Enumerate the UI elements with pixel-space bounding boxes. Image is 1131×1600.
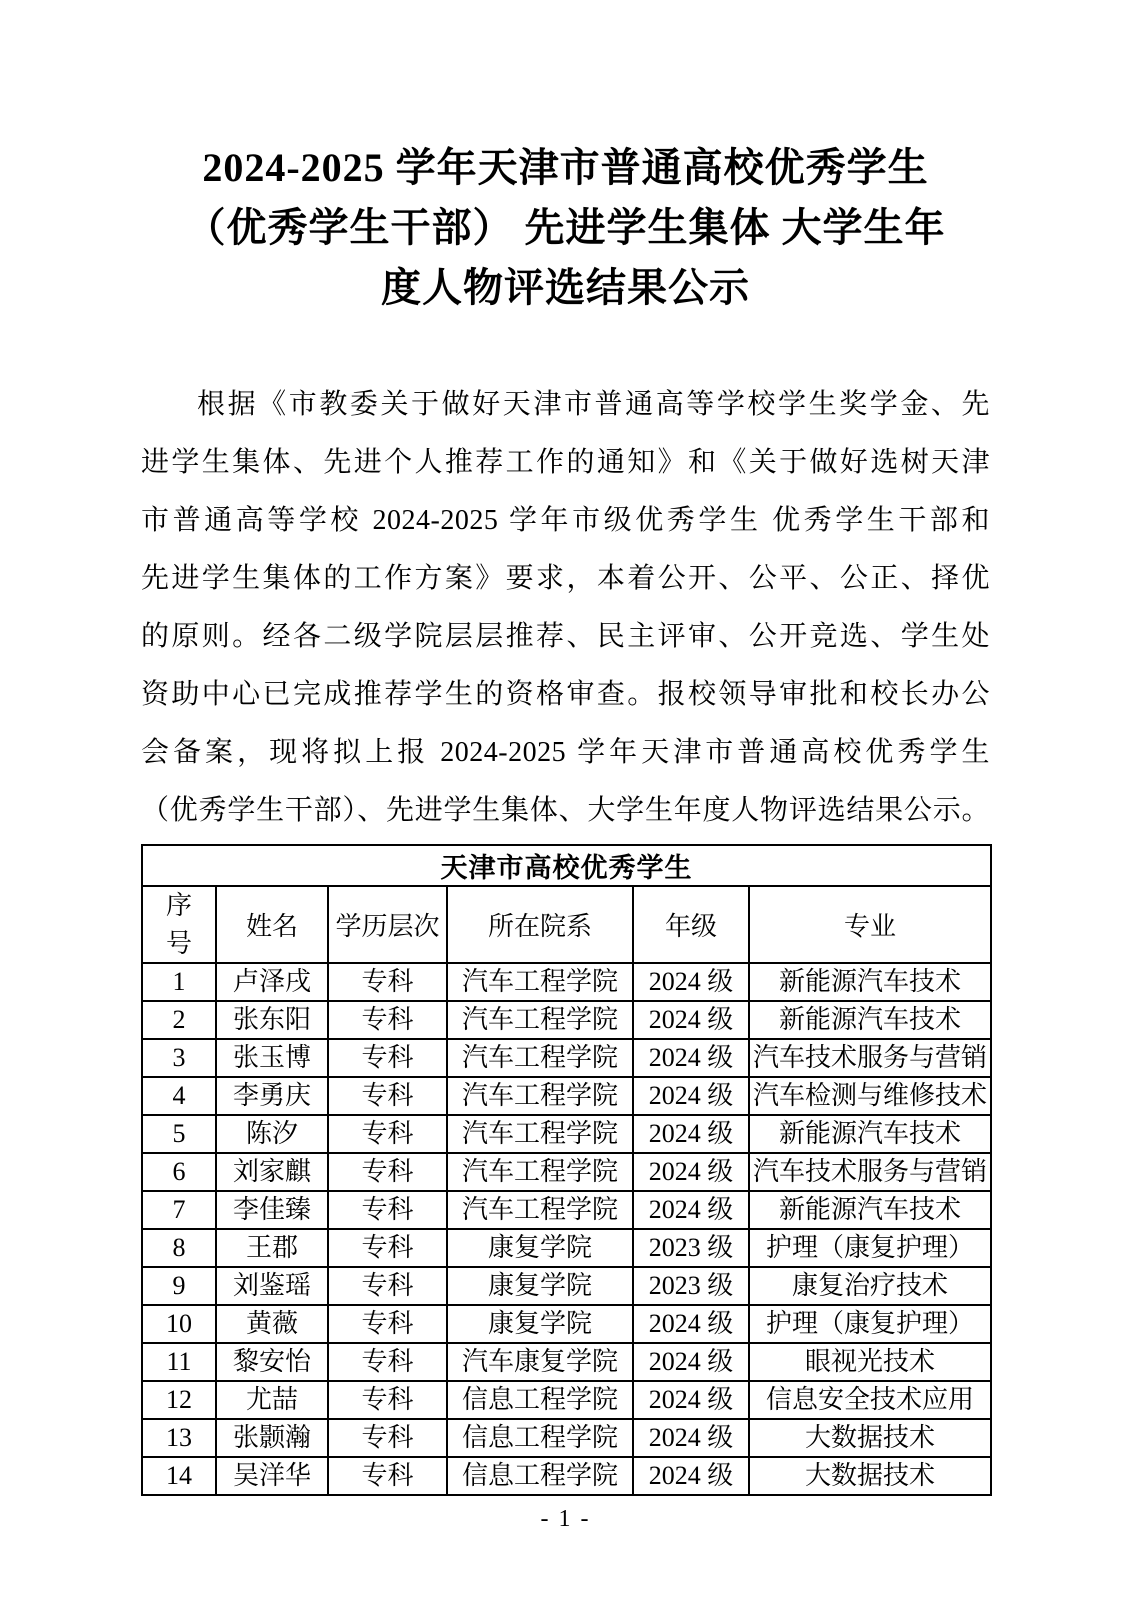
cell-major: 大数据技术 xyxy=(749,1419,991,1457)
table-row xyxy=(142,1305,991,1343)
cell-name: 尤喆 xyxy=(216,1381,328,1419)
cell-department: 汽车工程学院 xyxy=(447,963,633,1001)
cell-department: 康复学院 xyxy=(447,1229,633,1267)
cell-seq: 1 xyxy=(142,963,216,1001)
title-line: （优秀学生干部） 先进学生集体 大学生年 xyxy=(185,205,946,250)
cell-name: 李勇庆 xyxy=(216,1077,328,1115)
cell-level: 专科 xyxy=(328,1153,447,1191)
paragraph-line: 资助中心已完成推荐学生的资格审查。报校领导审批和校长办公 xyxy=(141,679,990,710)
table-row xyxy=(142,1191,991,1229)
cell-level: 专科 xyxy=(328,1343,447,1381)
cell-level: 专科 xyxy=(328,1077,447,1115)
cell-seq: 14 xyxy=(142,1457,216,1495)
cell-major: 眼视光技术 xyxy=(749,1343,991,1381)
cell-seq: 9 xyxy=(142,1267,216,1305)
cell-department: 汽车康复学院 xyxy=(447,1343,633,1381)
cell-level: 专科 xyxy=(328,963,447,1001)
table-row xyxy=(142,1419,991,1457)
table-row xyxy=(142,1001,991,1039)
cell-grade: 2024 级 xyxy=(633,1001,749,1039)
cell-major: 信息安全技术应用 xyxy=(749,1381,991,1419)
paragraph-line: 进学生集体、先进个人推荐工作的通知》和《关于做好选树天津 xyxy=(141,447,990,478)
cell-name: 吴洋华 xyxy=(216,1457,328,1495)
title-line: 度人物评选结果公示 xyxy=(381,265,750,310)
cell-department: 汽车工程学院 xyxy=(447,1115,633,1153)
cell-department: 信息工程学院 xyxy=(447,1381,633,1419)
title-line: 2024-2025 学年天津市普通高校优秀学生 xyxy=(202,145,929,190)
document-title xyxy=(88,138,1043,318)
cell-department: 信息工程学院 xyxy=(447,1457,633,1495)
cell-level: 专科 xyxy=(328,1267,447,1305)
cell-name: 张玉博 xyxy=(216,1039,328,1077)
cell-grade: 2024 级 xyxy=(633,1039,749,1077)
table-row xyxy=(142,1115,991,1153)
table-row xyxy=(142,1039,991,1077)
cell-department: 汽车工程学院 xyxy=(447,1077,633,1115)
table-row xyxy=(142,1381,991,1419)
cell-name: 黎安怡 xyxy=(216,1343,328,1381)
paragraph-line: 会备案，现将拟上报 2024-2025 学年天津市普通高校优秀学生 xyxy=(141,737,990,768)
cell-seq: 3 xyxy=(142,1039,216,1077)
table-header-row xyxy=(142,886,991,963)
cell-seq: 12 xyxy=(142,1381,216,1419)
table-row xyxy=(142,1267,991,1305)
cell-name: 黄薇 xyxy=(216,1305,328,1343)
cell-grade: 2024 级 xyxy=(633,1305,749,1343)
cell-major: 新能源汽车技术 xyxy=(749,1001,991,1039)
cell-major: 汽车技术服务与营销 xyxy=(749,1039,991,1077)
cell-grade: 2024 级 xyxy=(633,1191,749,1229)
cell-grade: 2024 级 xyxy=(633,1153,749,1191)
column-header-name: 姓名 xyxy=(216,886,328,963)
cell-level: 专科 xyxy=(328,1381,447,1419)
cell-seq: 5 xyxy=(142,1115,216,1153)
cell-name: 王郡 xyxy=(216,1229,328,1267)
cell-grade: 2024 级 xyxy=(633,1457,749,1495)
column-header-seq xyxy=(142,886,216,963)
column-header-grade: 年级 xyxy=(633,886,749,963)
table-row xyxy=(142,1343,991,1381)
cell-seq: 2 xyxy=(142,1001,216,1039)
cell-grade: 2024 级 xyxy=(633,1381,749,1419)
table-title-row xyxy=(142,845,991,886)
cell-grade: 2024 级 xyxy=(633,963,749,1001)
cell-department: 信息工程学院 xyxy=(447,1419,633,1457)
cell-name: 张东阳 xyxy=(216,1001,328,1039)
cell-grade: 2024 级 xyxy=(633,1115,749,1153)
column-header-department: 所在院系 xyxy=(447,886,633,963)
cell-major: 汽车检测与维修技术 xyxy=(749,1077,991,1115)
column-header-level: 学历层次 xyxy=(328,886,447,963)
cell-level: 专科 xyxy=(328,1457,447,1495)
cell-major: 大数据技术 xyxy=(749,1457,991,1495)
cell-level: 专科 xyxy=(328,1305,447,1343)
cell-seq: 11 xyxy=(142,1343,216,1381)
cell-seq: 6 xyxy=(142,1153,216,1191)
column-header-seq-label: 序号 xyxy=(165,891,192,958)
cell-major: 护理（康复护理） xyxy=(749,1229,991,1267)
cell-level: 专科 xyxy=(328,1039,447,1077)
table-row xyxy=(142,963,991,1001)
table-row xyxy=(142,1153,991,1191)
paragraph-line: 的原则。经各二级学院层层推荐、民主评审、公开竞选、学生处 xyxy=(141,621,990,652)
cell-seq: 7 xyxy=(142,1191,216,1229)
cell-name: 卢泽戌 xyxy=(216,963,328,1001)
cell-name: 陈汐 xyxy=(216,1115,328,1153)
cell-department: 康复学院 xyxy=(447,1305,633,1343)
cell-level: 专科 xyxy=(328,1001,447,1039)
cell-department: 汽车工程学院 xyxy=(447,1039,633,1077)
paragraph-line: 先进学生集体的工作方案》要求，本着公开、公平、公正、择优 xyxy=(141,563,990,594)
cell-seq: 13 xyxy=(142,1419,216,1457)
paragraph-line: 市普通高等学校 2024-2025 学年市级优秀学生 优秀学生干部和 xyxy=(141,505,990,536)
cell-level: 专科 xyxy=(328,1115,447,1153)
cell-seq: 4 xyxy=(142,1077,216,1115)
column-header-major: 专业 xyxy=(749,886,991,963)
cell-grade: 2023 级 xyxy=(633,1267,749,1305)
table-row xyxy=(142,1229,991,1267)
table-body xyxy=(142,963,991,1495)
cell-level: 专科 xyxy=(328,1419,447,1457)
cell-department: 康复学院 xyxy=(447,1267,633,1305)
cell-major: 新能源汽车技术 xyxy=(749,1191,991,1229)
table-row xyxy=(142,1457,991,1495)
cell-name: 刘鉴瑶 xyxy=(216,1267,328,1305)
cell-name: 张颢瀚 xyxy=(216,1419,328,1457)
cell-grade: 2024 级 xyxy=(633,1343,749,1381)
cell-grade: 2024 级 xyxy=(633,1077,749,1115)
cell-seq: 8 xyxy=(142,1229,216,1267)
cell-major: 新能源汽车技术 xyxy=(749,963,991,1001)
cell-major: 康复治疗技术 xyxy=(749,1267,991,1305)
cell-grade: 2024 级 xyxy=(633,1419,749,1457)
page-number: - 1 - xyxy=(540,1506,591,1533)
cell-grade: 2023 级 xyxy=(633,1229,749,1267)
cell-department: 汽车工程学院 xyxy=(447,1001,633,1039)
cell-level: 专科 xyxy=(328,1229,447,1267)
paragraph-line: （优秀学生干部）、先进学生集体、大学生年度人物评选结果公示。 xyxy=(141,795,990,826)
cell-name: 李佳臻 xyxy=(216,1191,328,1229)
cell-name: 刘家麒 xyxy=(216,1153,328,1191)
body-paragraph xyxy=(141,376,990,840)
cell-major: 新能源汽车技术 xyxy=(749,1115,991,1153)
paragraph-line: 根据《市教委关于做好天津市普通高等学校学生奖学金、先 xyxy=(197,389,990,420)
cell-seq: 10 xyxy=(142,1305,216,1343)
table-row xyxy=(142,1077,991,1115)
cell-major: 护理（康复护理） xyxy=(749,1305,991,1343)
cell-major: 汽车技术服务与营销 xyxy=(749,1153,991,1191)
cell-level: 专科 xyxy=(328,1191,447,1229)
cell-department: 汽车工程学院 xyxy=(447,1153,633,1191)
cell-department: 汽车工程学院 xyxy=(447,1191,633,1229)
students-table xyxy=(141,844,992,1496)
table-title: 天津市高校优秀学生 xyxy=(142,845,991,886)
